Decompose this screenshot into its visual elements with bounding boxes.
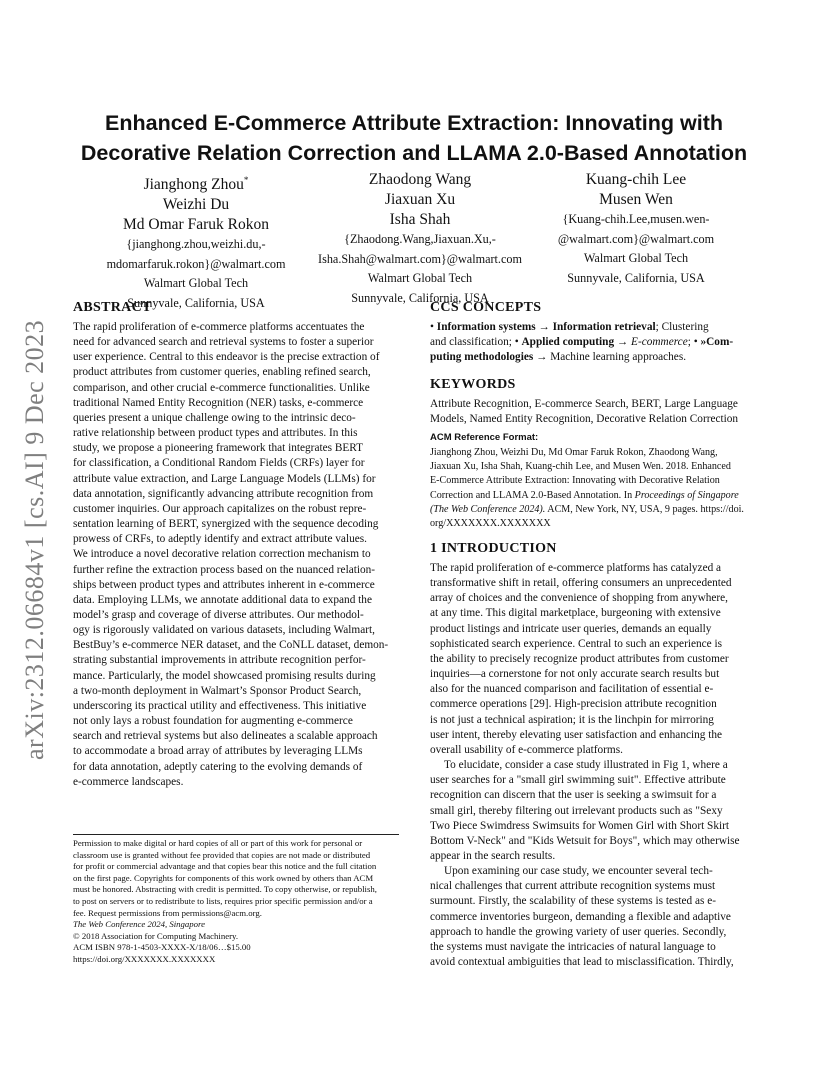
author-location: Sunnyvale, California, USA bbox=[567, 270, 705, 285]
text-line: also for the nuanced comparison and facilitation of essential e- bbox=[430, 683, 714, 696]
author-name: Jianghong Zhou* bbox=[143, 175, 249, 194]
text-line: ships between product types and attributes inherent in e-commerce bbox=[73, 578, 375, 591]
text-line: inquiries—a cornerstone for not only accurate search results but bbox=[430, 668, 720, 681]
author-affiliation: Walmart Global Tech bbox=[367, 271, 473, 285]
text-line: classroom use is granted without fee provided that copies are not made or distributed bbox=[73, 849, 371, 860]
author-column-2 bbox=[304, 170, 536, 308]
introduction-body bbox=[430, 561, 760, 970]
author-affiliation: Walmart Global Tech bbox=[583, 251, 689, 265]
text-line: sentation learning of BERT, synergized with the sequence decoding bbox=[73, 518, 379, 531]
text-line: transformative shift in retail, offering consumers an unprecedented bbox=[430, 577, 732, 590]
author-footnote-mark: * bbox=[243, 175, 249, 185]
text-line: model’s grasp and coverage of diverse attributes. Our methodol- bbox=[73, 608, 364, 621]
text-line: Models, Named Entity Recognition, Decorative Relation Correction bbox=[430, 413, 739, 426]
paper-title bbox=[60, 108, 768, 168]
footnote-divider bbox=[73, 834, 399, 835]
intro-paragraph-3 bbox=[430, 864, 760, 970]
text-line: at any time. This digital marketplace, burgeoning with extensive bbox=[430, 607, 721, 620]
author-name: Zhaodong Wang bbox=[368, 171, 472, 188]
text-line: data. Employing LLMs, we annotate additional data to expand the bbox=[73, 593, 372, 606]
text-line: mance. Particularly, the model showcased promising results during bbox=[73, 669, 376, 682]
text-line: To elucidate, consider a case study illustrated in Fig 1, where a bbox=[444, 759, 728, 772]
text-line: is not just a technical aspiration; it is the linchpin for mirroring bbox=[430, 713, 714, 726]
author-affiliation: Walmart Global Tech bbox=[143, 276, 249, 291]
reference-format-body: Jianghong Zhou, Weizhi Du, Md Omar Faruk Rokon, Zhaodong Wang, Jiaxuan Xu, Isha Shah, Kuang-chih Lee, and Musen Wen. 2018. Enhanced E-Commerce Attribute Extraction: Innovating with Decorative Relation Correction and LLAMA 2.0-Based Annotation. In Proceedings of Singapore (The Web Conference 2024). ACM, New York, NY, USA, 9 pages. https://doi. org/XXXXXXX.XXXXXXX bbox=[430, 447, 744, 530]
abstract-body bbox=[73, 320, 399, 790]
text-line: ogy is rigorously validated on various datasets, including Walmart, bbox=[73, 624, 375, 637]
text-line: attribute value extraction, and Large Language Models (LLMs) for bbox=[73, 472, 376, 485]
ccs-body bbox=[430, 320, 760, 365]
text-line: strating substantial improvements in attribute recognition perfor- bbox=[73, 654, 366, 667]
copyright-footnote bbox=[73, 838, 377, 966]
author-location: Sunnyvale, California, USA bbox=[351, 290, 489, 305]
title-line-2: Decorative Relation Correction and LLAMA 2.0-Based Annotation bbox=[80, 141, 748, 165]
title-line-1: Enhanced E-Commerce Attribute Extraction: Innovating with bbox=[105, 111, 723, 135]
ccs-line: • Information systems → Information retrieval; Clustering bbox=[430, 321, 709, 333]
text-line: prowess of CRFs, to adeptly identify and extract attribute values. bbox=[73, 533, 367, 546]
text-line: traditional Named Entity Recognition (NER) tasks, e-commerce bbox=[73, 396, 364, 409]
text-line: BestBuy’s e-commerce NER dataset, and the CoNLL dataset, demon- bbox=[73, 639, 389, 652]
text-line: sophisticated search experience. Central to such an experience is bbox=[430, 637, 723, 650]
text-line: the ability to precisely recognize product attributes from customer bbox=[430, 652, 729, 665]
text-line: product attributes from customer queries, enabling refined search, bbox=[73, 366, 371, 379]
text-line: to post on servers or to redistribute to lists, requires prior specific permission and/or a bbox=[73, 895, 373, 906]
text-line: nical challenges that current attribute recognition systems must bbox=[430, 880, 716, 893]
text-line: for profit or commercial advantage and that copies bear this notice and the full citation bbox=[73, 861, 377, 872]
text-line: © 2018 Association for Computing Machinery. bbox=[73, 930, 239, 941]
author-email: {jianghong.zhou,weizhi.du,- bbox=[126, 237, 266, 252]
text-line: recognition can discern that the user is seeking a swimsuit for a bbox=[430, 789, 717, 802]
author-email: {Kuang-chih.Lee,musen.wen- bbox=[562, 212, 710, 226]
keywords-heading: KEYWORDS bbox=[430, 377, 516, 392]
text-line: user intent, thereby elevating user satisfaction and enhancing the bbox=[430, 728, 723, 741]
text-line: avoid contextual ambiguities that lead to misclassification. Thirdly, bbox=[430, 956, 734, 969]
text-line: https://doi.org/XXXXXXX.XXXXXXX bbox=[73, 953, 216, 964]
intro-paragraph-2 bbox=[430, 758, 760, 864]
text-line: array of choices and the convenience of shopping from anywhere, bbox=[430, 592, 728, 605]
text-line: for data annotation, adeptly catering to the evolving demands of bbox=[73, 760, 363, 773]
text-line: data annotation, significantly advancing attribute recognition from bbox=[73, 487, 374, 500]
text-line: search and retrieval systems but also delineates a scalable approach bbox=[73, 730, 378, 743]
text-line: Bottom V-Neck" and "Kids Wetsuit for Boys", which may otherwise bbox=[430, 834, 740, 847]
text-line: small girl, thereby filtering out irrelevant products such as "Sexy bbox=[430, 804, 723, 817]
text-line: the systems must navigate the intricacies of natural language to bbox=[430, 940, 716, 953]
ccs-line: and classification; • Applied computing → E-commerce; • »Com- bbox=[430, 336, 734, 349]
author-email: mdomarfaruk.rokon}@walmart.com bbox=[106, 256, 286, 271]
text-line: for classification, a Conditional Random Fields (CRFs) layer for bbox=[73, 457, 365, 470]
author-email: {Zhaodong.Wang,Jiaxuan.Xu,- bbox=[344, 232, 496, 246]
text-line: product listings and intricate user queries, demands an equally bbox=[430, 622, 712, 635]
text-line: queries present a unique challenge owing to the intrinsic deco- bbox=[73, 411, 356, 424]
text-line: customer inquiries. Our approach capitalizes on the robust repre- bbox=[73, 502, 367, 515]
text-line: must be honored. Abstracting with credit is permitted. To copy otherwise, or republish, bbox=[73, 884, 377, 895]
author-name: Md Omar Faruk Rokon bbox=[123, 216, 269, 234]
text-line: e-commerce landscapes. bbox=[73, 775, 184, 788]
text-line: comparison, and other crucial e-commerce functionalities. Unlike bbox=[73, 381, 370, 394]
text-line: We introduce a novel decorative relation correction mechanism to bbox=[73, 548, 371, 561]
ccs-heading: CCS CONCEPTS bbox=[430, 300, 542, 315]
text-line: user experience. Central to this endeavor is the precise extraction of bbox=[73, 351, 380, 364]
text-line: to accommodate a broad array of attributes by leveraging LLMs bbox=[73, 745, 363, 758]
text-line: surmount. Firstly, the scalability of these systems is tested as e- bbox=[430, 895, 717, 908]
text-line: need for advanced search and retrieval systems to foster a superior bbox=[73, 336, 374, 349]
text-line: The rapid proliferation of e-commerce platforms has catalyzed a bbox=[430, 562, 722, 574]
text-line: The rapid proliferation of e-commerce platforms accentuates the bbox=[73, 321, 365, 333]
text-line: Permission to make digital or hard copies of all or part of this work for personal or bbox=[73, 838, 363, 848]
text-line: approach to handle the growing variety of user queries. Secondly, bbox=[430, 925, 727, 938]
intro-paragraph-1 bbox=[430, 561, 760, 758]
abstract-heading: ABSTRACT bbox=[73, 300, 152, 315]
author-name: Isha Shah bbox=[389, 211, 451, 228]
author-name: Kuang-chih Lee bbox=[585, 171, 687, 188]
author-name: Jiaxuan Xu bbox=[384, 191, 456, 208]
text-line: overall usability of e-commerce platforms. bbox=[430, 743, 623, 756]
conference-line: The Web Conference 2024, Singapore bbox=[73, 919, 205, 930]
text-line: study, we propose a pioneering framework that integrates BERT bbox=[73, 442, 364, 455]
author-email: @walmart.com}@walmart.com bbox=[557, 231, 715, 246]
text-line: a two-month deployment in Walmart’s Sponsor Product Search, bbox=[73, 684, 362, 697]
text-line: appear in the search results. bbox=[430, 849, 556, 862]
text-line: not only lays a robust foundation for augmenting e-commerce bbox=[73, 715, 353, 728]
author-location: Sunnyvale, California, USA bbox=[127, 295, 265, 310]
text-line: user searches for a "small girl swimming suit". Effective attribute bbox=[430, 774, 726, 787]
text-line: further refine the extraction process based on the nuanced relation- bbox=[73, 563, 376, 576]
text-line: ACM ISBN 978-1-4503-XXXX-X/18/06…$15.00 bbox=[73, 942, 251, 953]
author-email: Isha.Shah@walmart.com}@walmart.com bbox=[318, 251, 522, 266]
author-name: Weizhi Du bbox=[162, 196, 230, 214]
text-line: commerce operations [29]. High-precision attribute recognition bbox=[430, 698, 717, 711]
text-line: Two Piece Swimdress Swimsuits for Women Girl with Short Skirt bbox=[430, 819, 730, 832]
text-line: on the first page. Copyrights for components of this work owned by others than ACM bbox=[73, 872, 374, 883]
text-line: commerce inventories burgeon, demanding a flexible and adaptive bbox=[430, 910, 731, 923]
author-column-1 bbox=[88, 170, 304, 313]
keywords-body bbox=[430, 397, 760, 427]
arxiv-stamp: arXiv:2312.06684v1 [cs.AI] 9 Dec 2023 bbox=[20, 319, 49, 760]
introduction-heading: 1 INTRODUCTION bbox=[430, 541, 557, 556]
text-line: fee. Request permissions from permissions@acm.org. bbox=[73, 907, 262, 918]
text-line: rative relationship between product types and attributes. In this bbox=[73, 427, 358, 440]
text-line: underscoring its practical utility and effectiveness. This initiative bbox=[73, 699, 367, 712]
text-line: Attribute Recognition, E-commerce Search, BERT, Large Language bbox=[430, 398, 738, 410]
text-line: Upon examining our case study, we encounter several tech- bbox=[444, 865, 713, 878]
author-column-3 bbox=[536, 170, 736, 288]
ccs-line: puting methodologies → Machine learning approaches. bbox=[430, 351, 687, 364]
author-name: Musen Wen bbox=[599, 191, 673, 208]
reference-format-heading: ACM Reference Format: bbox=[430, 432, 539, 443]
